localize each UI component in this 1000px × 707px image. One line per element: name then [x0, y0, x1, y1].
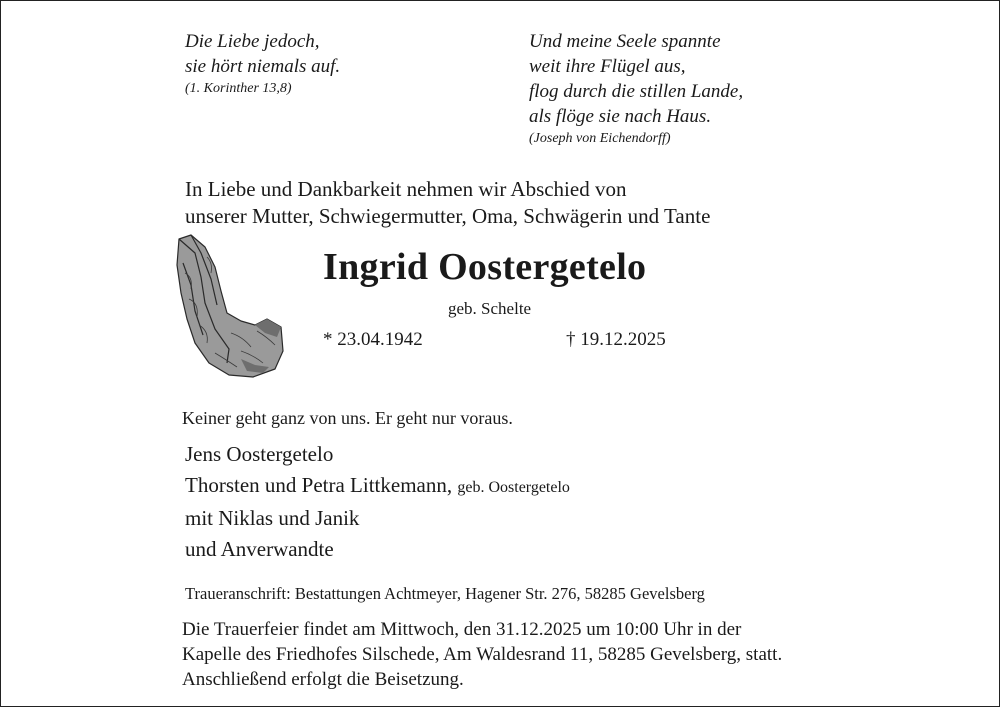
mourner-line: [185, 470, 570, 503]
quote-right-line: weit ihre Flügel aus,: [529, 56, 686, 77]
ceremony-line: Die Trauerfeier findet am Mittwoch, den 31.12.2025 um 10:00 Uhr in der: [182, 619, 742, 640]
quote-left: [185, 29, 340, 99]
mourner-line: Jens Oostergetelo: [185, 442, 334, 466]
mourner-birth-note: geb. Oostergetelo: [457, 479, 570, 496]
quote-left-line: Die Liebe jedoch,: [185, 31, 320, 52]
quote-right-line: flog durch die stillen Lande,: [529, 81, 744, 102]
deceased-name: Ingrid Oostergetelo: [323, 246, 647, 288]
intro-line: In Liebe und Dankbarkeit nehmen wir Abschied von: [185, 177, 627, 201]
ceremony-line: Kapelle des Friedhofes Silschede, Am Waldesrand 11, 58285 Gevelsberg, statt.: [182, 644, 783, 665]
death-date: † 19.12.2025: [566, 329, 666, 350]
intro-text: [185, 176, 710, 230]
quote-right: [529, 29, 743, 149]
quote-right-line: als flöge sie nach Haus.: [529, 106, 712, 127]
quote-left-line: sie hört niemals auf.: [185, 56, 341, 77]
quote-left-source: (1. Korinther 13,8): [185, 81, 292, 96]
mourner-name: Thorsten und Petra Littkemann,: [185, 473, 453, 497]
mourning-address: Traueranschrift: Bestattungen Achtmeyer, Hagener Str. 276, 58285 Gevelsberg: [185, 584, 705, 603]
quote-right-source: (Joseph von Eichendorff): [529, 131, 671, 146]
mourner-line: mit Niklas und Janik: [185, 506, 360, 530]
birth-name: geb. Schelte: [448, 299, 532, 318]
mourner-line: und Anverwandte: [185, 537, 334, 561]
praying-hands-icon: [171, 233, 286, 381]
ceremony-line: Anschließend erfolgt die Beisetzung.: [182, 669, 464, 690]
ceremony-info: [182, 617, 782, 692]
intro-line: unserer Mutter, Schwiegermutter, Oma, Schwägerin und Tante: [185, 204, 711, 228]
birth-date: * 23.04.1942: [323, 329, 423, 350]
motto: Keiner geht ganz von uns. Er geht nur voraus.: [182, 408, 513, 428]
mourners-list: [185, 439, 570, 565]
quote-right-line: Und meine Seele spannte: [529, 31, 721, 52]
